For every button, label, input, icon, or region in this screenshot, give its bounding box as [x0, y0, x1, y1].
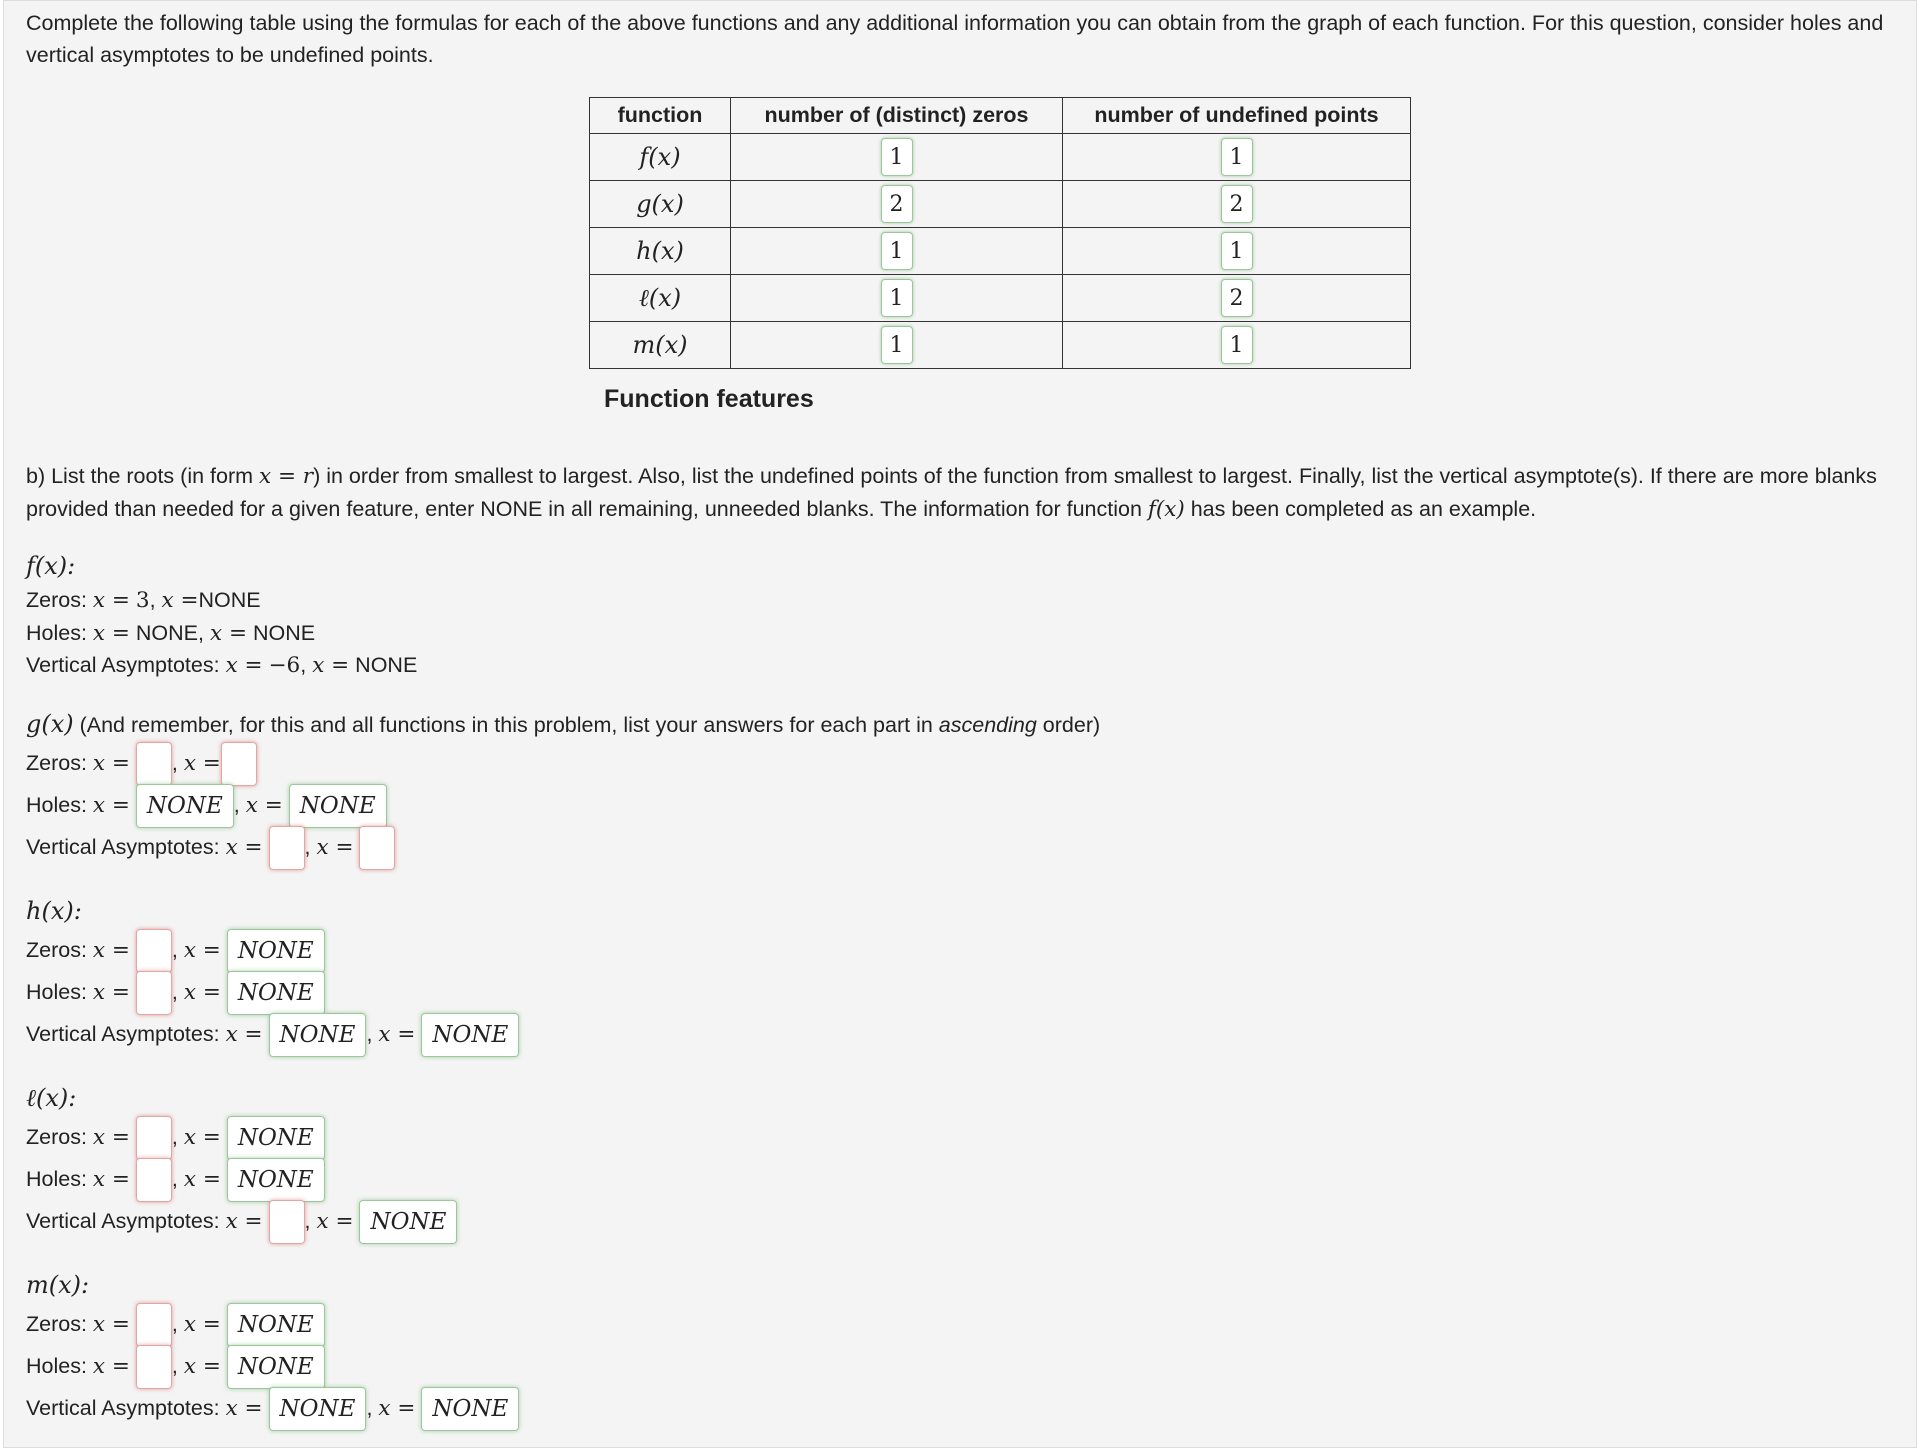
undefined-input[interactable]: 1 — [1221, 326, 1253, 364]
row-function: f(x) — [590, 134, 731, 181]
undefined-input[interactable]: 1 — [1221, 232, 1253, 270]
h-zeros-line: Zeros: x = , x = NONE — [26, 928, 325, 972]
h-va-2-input[interactable]: NONE — [421, 1013, 519, 1057]
l-holes-line: Holes: x = , x = NONE — [26, 1157, 325, 1201]
l-va-2-input[interactable]: NONE — [359, 1200, 457, 1244]
h-hole-1-input[interactable] — [136, 971, 172, 1015]
l-va-line: Vertical Asymptotes: x = , x = NONE — [26, 1199, 457, 1243]
table-row — [590, 275, 1411, 322]
h-zero-2-input[interactable]: NONE — [227, 929, 325, 973]
table-row — [590, 228, 1411, 275]
undefined-input[interactable]: 2 — [1221, 279, 1253, 317]
header-zeros: number of (distinct) zeros — [731, 98, 1063, 134]
g-zero-2-input[interactable] — [221, 742, 257, 786]
header-undefined: number of undefined points — [1063, 98, 1411, 134]
m-va-1-input[interactable]: NONE — [269, 1387, 367, 1431]
h-heading: h(x): — [26, 897, 82, 925]
header-function: function — [590, 98, 731, 134]
undefined-input[interactable]: 2 — [1221, 185, 1253, 223]
row-function: ℓ(x) — [590, 275, 731, 322]
m-va-line: Vertical Asymptotes: x = NONE , x = NONE — [26, 1386, 519, 1430]
f-heading: f(x): — [26, 552, 76, 580]
l-hole-2-input[interactable]: NONE — [227, 1158, 325, 1202]
l-va-1-input[interactable] — [269, 1200, 305, 1244]
l-zeros-line: Zeros: x = , x = NONE — [26, 1115, 325, 1159]
m-hole-2-input[interactable]: NONE — [227, 1345, 325, 1389]
g-va-1-input[interactable] — [269, 826, 305, 870]
m-holes-line: Holes: x = , x = NONE — [26, 1344, 325, 1388]
h-holes-line: Holes: x = , x = NONE — [26, 970, 325, 1014]
undefined-input[interactable]: 1 — [1221, 138, 1253, 176]
intro-text: Complete the following table using the formulas for each of the above functions and any additional information you can obtain from the graph of each function. For this question, consider holes and vertical asymptotes to be undefined points. — [26, 11, 1884, 67]
l-heading: ℓ(x): — [26, 1084, 77, 1112]
l-hole-1-input[interactable] — [136, 1158, 172, 1202]
zeros-input[interactable]: 1 — [881, 138, 913, 176]
features-table — [589, 97, 1411, 369]
f-zeros-line: Zeros: x = 3, x =NONE — [26, 588, 261, 613]
g-holes-line: Holes: x = NONE , x = NONE — [26, 783, 387, 827]
l-zero-1-input[interactable] — [136, 1116, 172, 1160]
h-hole-2-input[interactable]: NONE — [227, 971, 325, 1015]
row-function: m(x) — [590, 322, 731, 369]
g-zero-1-input[interactable] — [136, 742, 172, 786]
g-va-line: Vertical Asymptotes: x = , x = — [26, 825, 395, 869]
zeros-input[interactable]: 2 — [881, 185, 913, 223]
g-hole-1-input[interactable]: NONE — [136, 784, 234, 828]
g-va-2-input[interactable] — [359, 826, 395, 870]
h-va-1-input[interactable]: NONE — [269, 1013, 367, 1057]
row-function: g(x) — [590, 181, 731, 228]
table-caption: Function features — [604, 385, 814, 413]
g-heading: g(x) (And remember, for this and all functions in this problem, list your answers for each part in ascending order) — [26, 710, 1101, 738]
part-b-instructions: b) List the roots (in form x = r) in order from smallest to largest. Also, list the undefined points of the function from smallest to largest. Finally, list the vertical asymptote(s). If there are more blanks provided than needed for a given feature, enter NONE in all remaining, unneeded blanks. The information for function f(x) has been completed as an example. — [26, 464, 1877, 522]
zeros-input[interactable]: 1 — [881, 279, 913, 317]
m-zero-1-input[interactable] — [136, 1303, 172, 1347]
zeros-input[interactable]: 1 — [881, 232, 913, 270]
row-function: h(x) — [590, 228, 731, 275]
question-panel — [3, 0, 1917, 1448]
g-hole-2-input[interactable]: NONE — [289, 784, 387, 828]
table-row — [590, 181, 1411, 228]
table-row — [590, 134, 1411, 181]
h-va-line: Vertical Asymptotes: x = NONE , x = NONE — [26, 1012, 519, 1056]
m-va-2-input[interactable]: NONE — [421, 1387, 519, 1431]
table-header-row — [590, 98, 1411, 134]
l-zero-2-input[interactable]: NONE — [227, 1116, 325, 1160]
h-zero-1-input[interactable] — [136, 929, 172, 973]
m-zero-2-input[interactable]: NONE — [227, 1303, 325, 1347]
m-hole-1-input[interactable] — [136, 1345, 172, 1389]
f-holes-line: Holes: x = NONE, x = NONE — [26, 621, 316, 646]
m-heading: m(x): — [26, 1271, 90, 1299]
m-zeros-line: Zeros: x = , x = NONE — [26, 1302, 325, 1346]
f-va-line: Vertical Asymptotes: x = −6, x = NONE — [26, 653, 418, 678]
g-zeros-line: Zeros: x = , x = — [26, 741, 257, 785]
table-row — [590, 322, 1411, 369]
zeros-input[interactable]: 1 — [881, 326, 913, 364]
